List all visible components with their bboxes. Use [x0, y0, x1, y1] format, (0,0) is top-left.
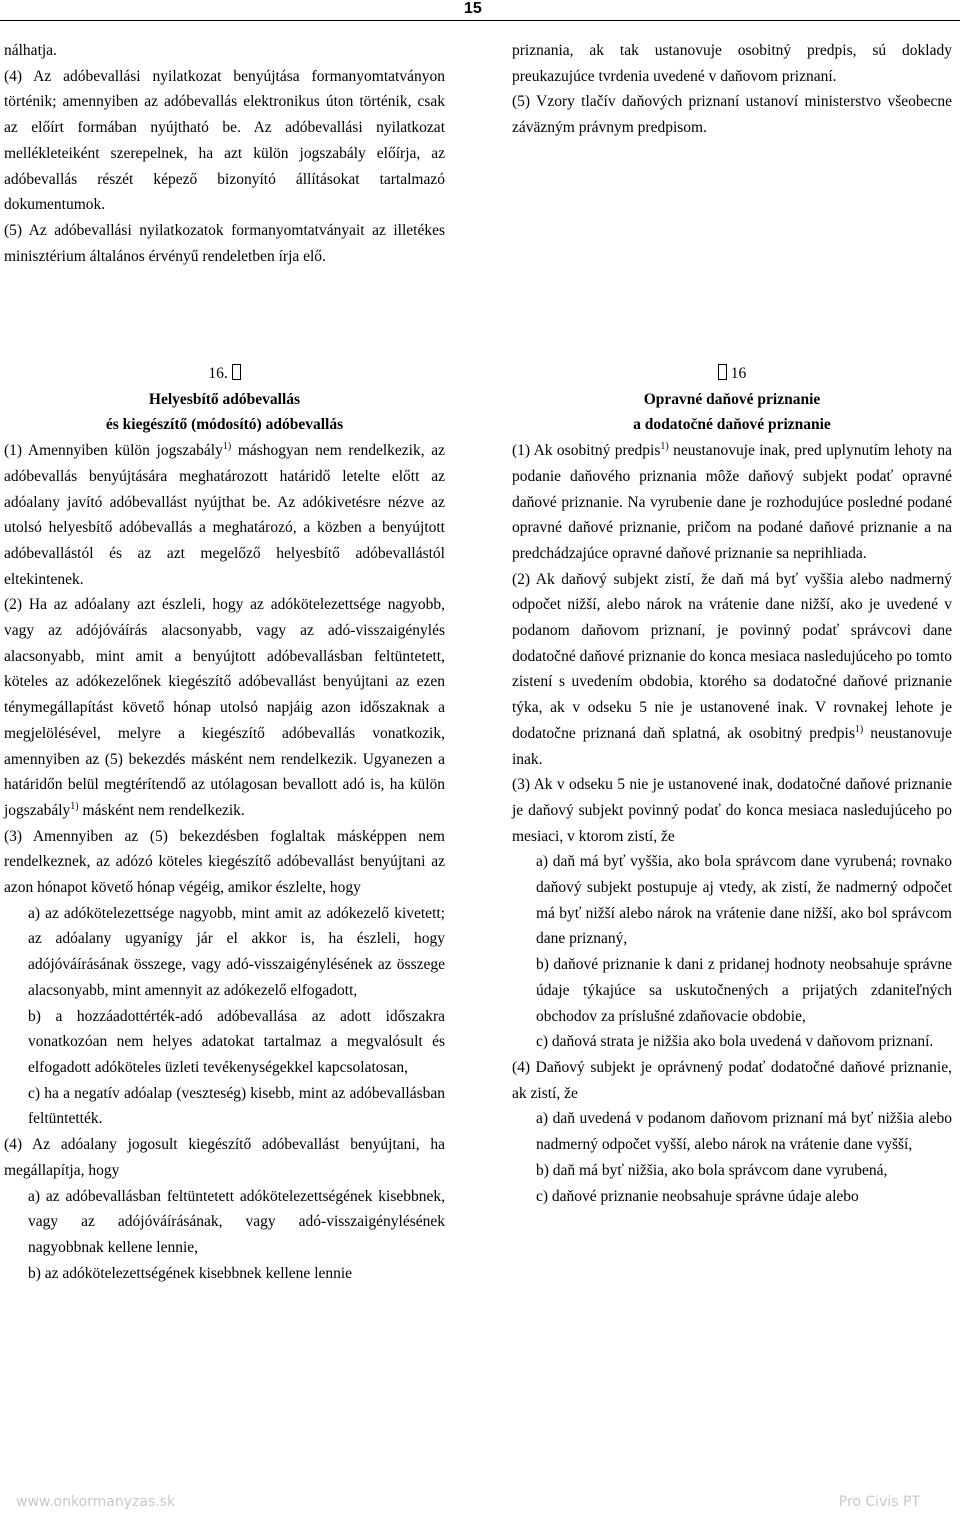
left-top-block: [4, 38, 445, 269]
list-item: b) az adókötelezettségének kisebbnek kellene lennie: [28, 1264, 353, 1282]
list-item: b) daň má byť nižšia, ako bola správcom dane vyrubená,: [536, 1161, 888, 1179]
footer-publisher: Pro Civis PT: [838, 1494, 920, 1510]
paragraph-text: (1) Amennyiben külön jogszabály: [4, 442, 223, 460]
footnote-ref: 1): [70, 800, 79, 812]
paragraph-text: neustanovuje inak, pred uplynutím lehoty na podanie daňového priznania môže daňový subjekt podať opravné daňové priznanie. Na vyrubenie dane je rozhodujúce posledné podané opravné daňové priznanie, pričom na podané daňové priznanie a na predchádzajúce opravné daňové priznanie sa neprihliada.: [512, 442, 953, 562]
section-subtitle: és kiegészítő (módosító) adóbevallás: [105, 416, 344, 434]
right-section-16: [512, 361, 952, 1209]
list-item: a) daň uvedená v podanom daňovom priznaní má byť nižšia alebo nadmerný odpočet vyšší, alebo nárok na vrátenie dane vyšší,: [536, 1110, 952, 1154]
section-marker-icon: [232, 364, 241, 380]
section-title: Opravné daňové priznanie: [643, 390, 821, 408]
paragraph: [4, 438, 445, 592]
section-marker-icon: [718, 364, 727, 380]
list-item: c) daňová strata je nižšia ako bola uvedená v daňovom priznaní.: [536, 1033, 934, 1051]
paragraph: [512, 438, 952, 567]
paragraph-text: (1) Ak osobitný predpis: [512, 442, 661, 460]
paragraph-text: másként nem rendelkezik.: [78, 801, 245, 819]
section-number: [512, 361, 952, 387]
paragraph-text: (2) Ak daňový subjekt zistí, že daň má byť vyššia alebo nadmerný odpočet nižší, alebo nárok na vrátenie dane nižší, ako je uvedené v podanom daňovom priznaní, je povinný podať správcovi dane dodatočné daňové priznanie do konca mesiaca nasledujúceho po tomto zistení s uvedením obdobia, ktorého sa dodatočné daňové priznanie týka, ak v odseku 5 nie je ustanovené inak. V rovnakej lehote je dodatočne priznaná daň splatná, ak osobitný predpis: [512, 570, 952, 742]
page-number: 15: [464, 0, 482, 17]
paragraph-text: neustanovuje inak.: [512, 724, 952, 768]
list-item: c) ha a negatív adóalap (veszteség) kisebb, mint az adóbevallásban feltüntették.: [28, 1084, 445, 1128]
section-number-text: 16: [730, 365, 747, 382]
section-subtitle: a dodatočné daňové priznanie: [633, 416, 831, 434]
paragraph: [512, 567, 952, 773]
footnote-ref: 1): [222, 440, 232, 452]
paragraph-text: máshogyan nem rendelkezik, az adóbevallás benyújtására meghatározott határidő letelte előtt az adóalany javító adóbevallást nyújthat be. Az adókivetésre nézve az utolsó helyesbítő adóbevallás a meghatározó, a közben a benyújtott adóbevallástól és az azt megelőző helyesbítő adóbevallástól eltekintenek.: [4, 442, 446, 588]
list-item: a) az adókötelezettsége nagyobb, mint amit az adókezelő kivetett; az adóalany ugyanígy jár el akkor is, ha észleli, hogy adójóváírásának összege, vagy adó-visszaigénylésének az összege alacsonyabb, mint amennyit az adókezelő elfogadott,: [28, 904, 445, 999]
header-rule: [0, 20, 960, 21]
list-item: a) daň má byť vyššia, ako bola správcom dane vyrubená; rovnako daňový subjekt postupuje aj vtedy, ak zistí, že nadmerný odpočet má byť nižší alebo nárok na vrátenie dane nižší, ako bol správcom dane priznaný,: [536, 853, 952, 948]
list-item: b) daňové priznanie k dani z pridanej hodnoty neobsahuje správne údaje týkajúce sa uskutočnených a prijatých zdaniteľných obchodov za príslušné zdaňovacie obdobie,: [536, 956, 952, 1025]
paragraph: (3) Amennyiben az (5) bekezdésben foglaltak másképpen nem rendelkeznek, az adózó köteles kiegészítő adóbevallást benyújtani az azon hónapot követő hónap végéig, amikor észlelte, hogy: [4, 827, 445, 897]
list-item: c) daňové priznanie neobsahuje správne údaje alebo: [536, 1187, 859, 1205]
right-top-block: [512, 38, 952, 141]
paragraph: (4) Az adóbevallási nyilatkozat benyújtása formanyomtatványon történik; amennyiben az adóbevallás elektronikus úton történik, csak az előírt formában nyújtható be. Az adóbevallási nyilatkozat mellékleteiként szerepelnek, ha azt külön jogszabály előírja, az adóbevallás részét képező bizonyító állításokat tartalmazó dokumentumok.: [4, 67, 445, 214]
list-item: b) a hozzáadottérték-adó adóbevallása az adott időszakra vonatkozóan nem helyes adatokat tartalmaz a megvalósult és elfogadott adóköteles üzleti tevékenységekkel kapcsolatosan,: [28, 1007, 445, 1076]
paragraph: (5) Vzory tlačív daňových priznaní ustanoví ministerstvo všeobecne záväzným právnym predpisom.: [512, 93, 952, 137]
footnote-ref: 1): [854, 723, 864, 735]
paragraph: (4) Az adóalany jogosult kiegészítő adóbevallást benyújtani, ha megállapítja, hogy: [4, 1136, 445, 1179]
left-section-16: [4, 361, 445, 1286]
section-number: [4, 361, 445, 387]
footnote-ref: 1): [660, 440, 669, 452]
paragraph: [4, 592, 445, 823]
paragraph: (4) Daňový subjekt je oprávnený podať dodatočné daňové priznanie, ak zistí, že: [512, 1058, 952, 1102]
paragraph-text: (2) Ha az adóalany azt észleli, hogy az adókötelezettsége nagyobb, vagy az adójóváírás alacsonyabb, vagy az adó-visszaigénylés alacsonyabb, mint amit a benyújtott adóbevallásban feltüntetett, köteles az adókezelőnek kiegészítő adóbevallást benyújtani az ezen ténymegállapítást követő hónap utolsó napjáig azon időszaknak a megjelölésével, melyre a kiegészítő adóbevallás vonatkozik, amennyiben az (5) bekezdés másként nem rendelkezik. Ugyanezen a határidőn belül megtérítendő az utólagosan bevallott adó is, ha külön jogszabály: [4, 596, 445, 819]
paragraph: (3) Ak v odseku 5 nie je ustanovené inak, dodatočné daňové priznanie je daňový subjekt povinný podať do konca mesiaca nasledujúceho po mesiaci, v ktorom zistí, že: [512, 776, 952, 845]
paragraph: nálhatja.: [4, 42, 57, 59]
section-title: Helyesbítő adóbevallás: [148, 390, 301, 408]
section-number-text: 16.: [208, 365, 228, 382]
paragraph: (5) Az adóbevallási nyilatkozatok formanyomtatványait az illetékes minisztérium általános érvényű rendeletben írja elő.: [4, 221, 445, 265]
list-item: a) az adóbevallásban feltüntetett adókötelezettségének kisebbnek, vagy az adójóváírásának, vagy adó-visszaigénylésének nagyobbnak kellene lennie,: [28, 1187, 445, 1256]
paragraph: priznania, ak tak ustanovuje osobitný predpis, sú doklady preukazujúce tvrdenia uvedené v daňovom priznaní.: [512, 42, 952, 85]
footer-website: www.onkormanyzas.sk: [16, 1494, 176, 1510]
